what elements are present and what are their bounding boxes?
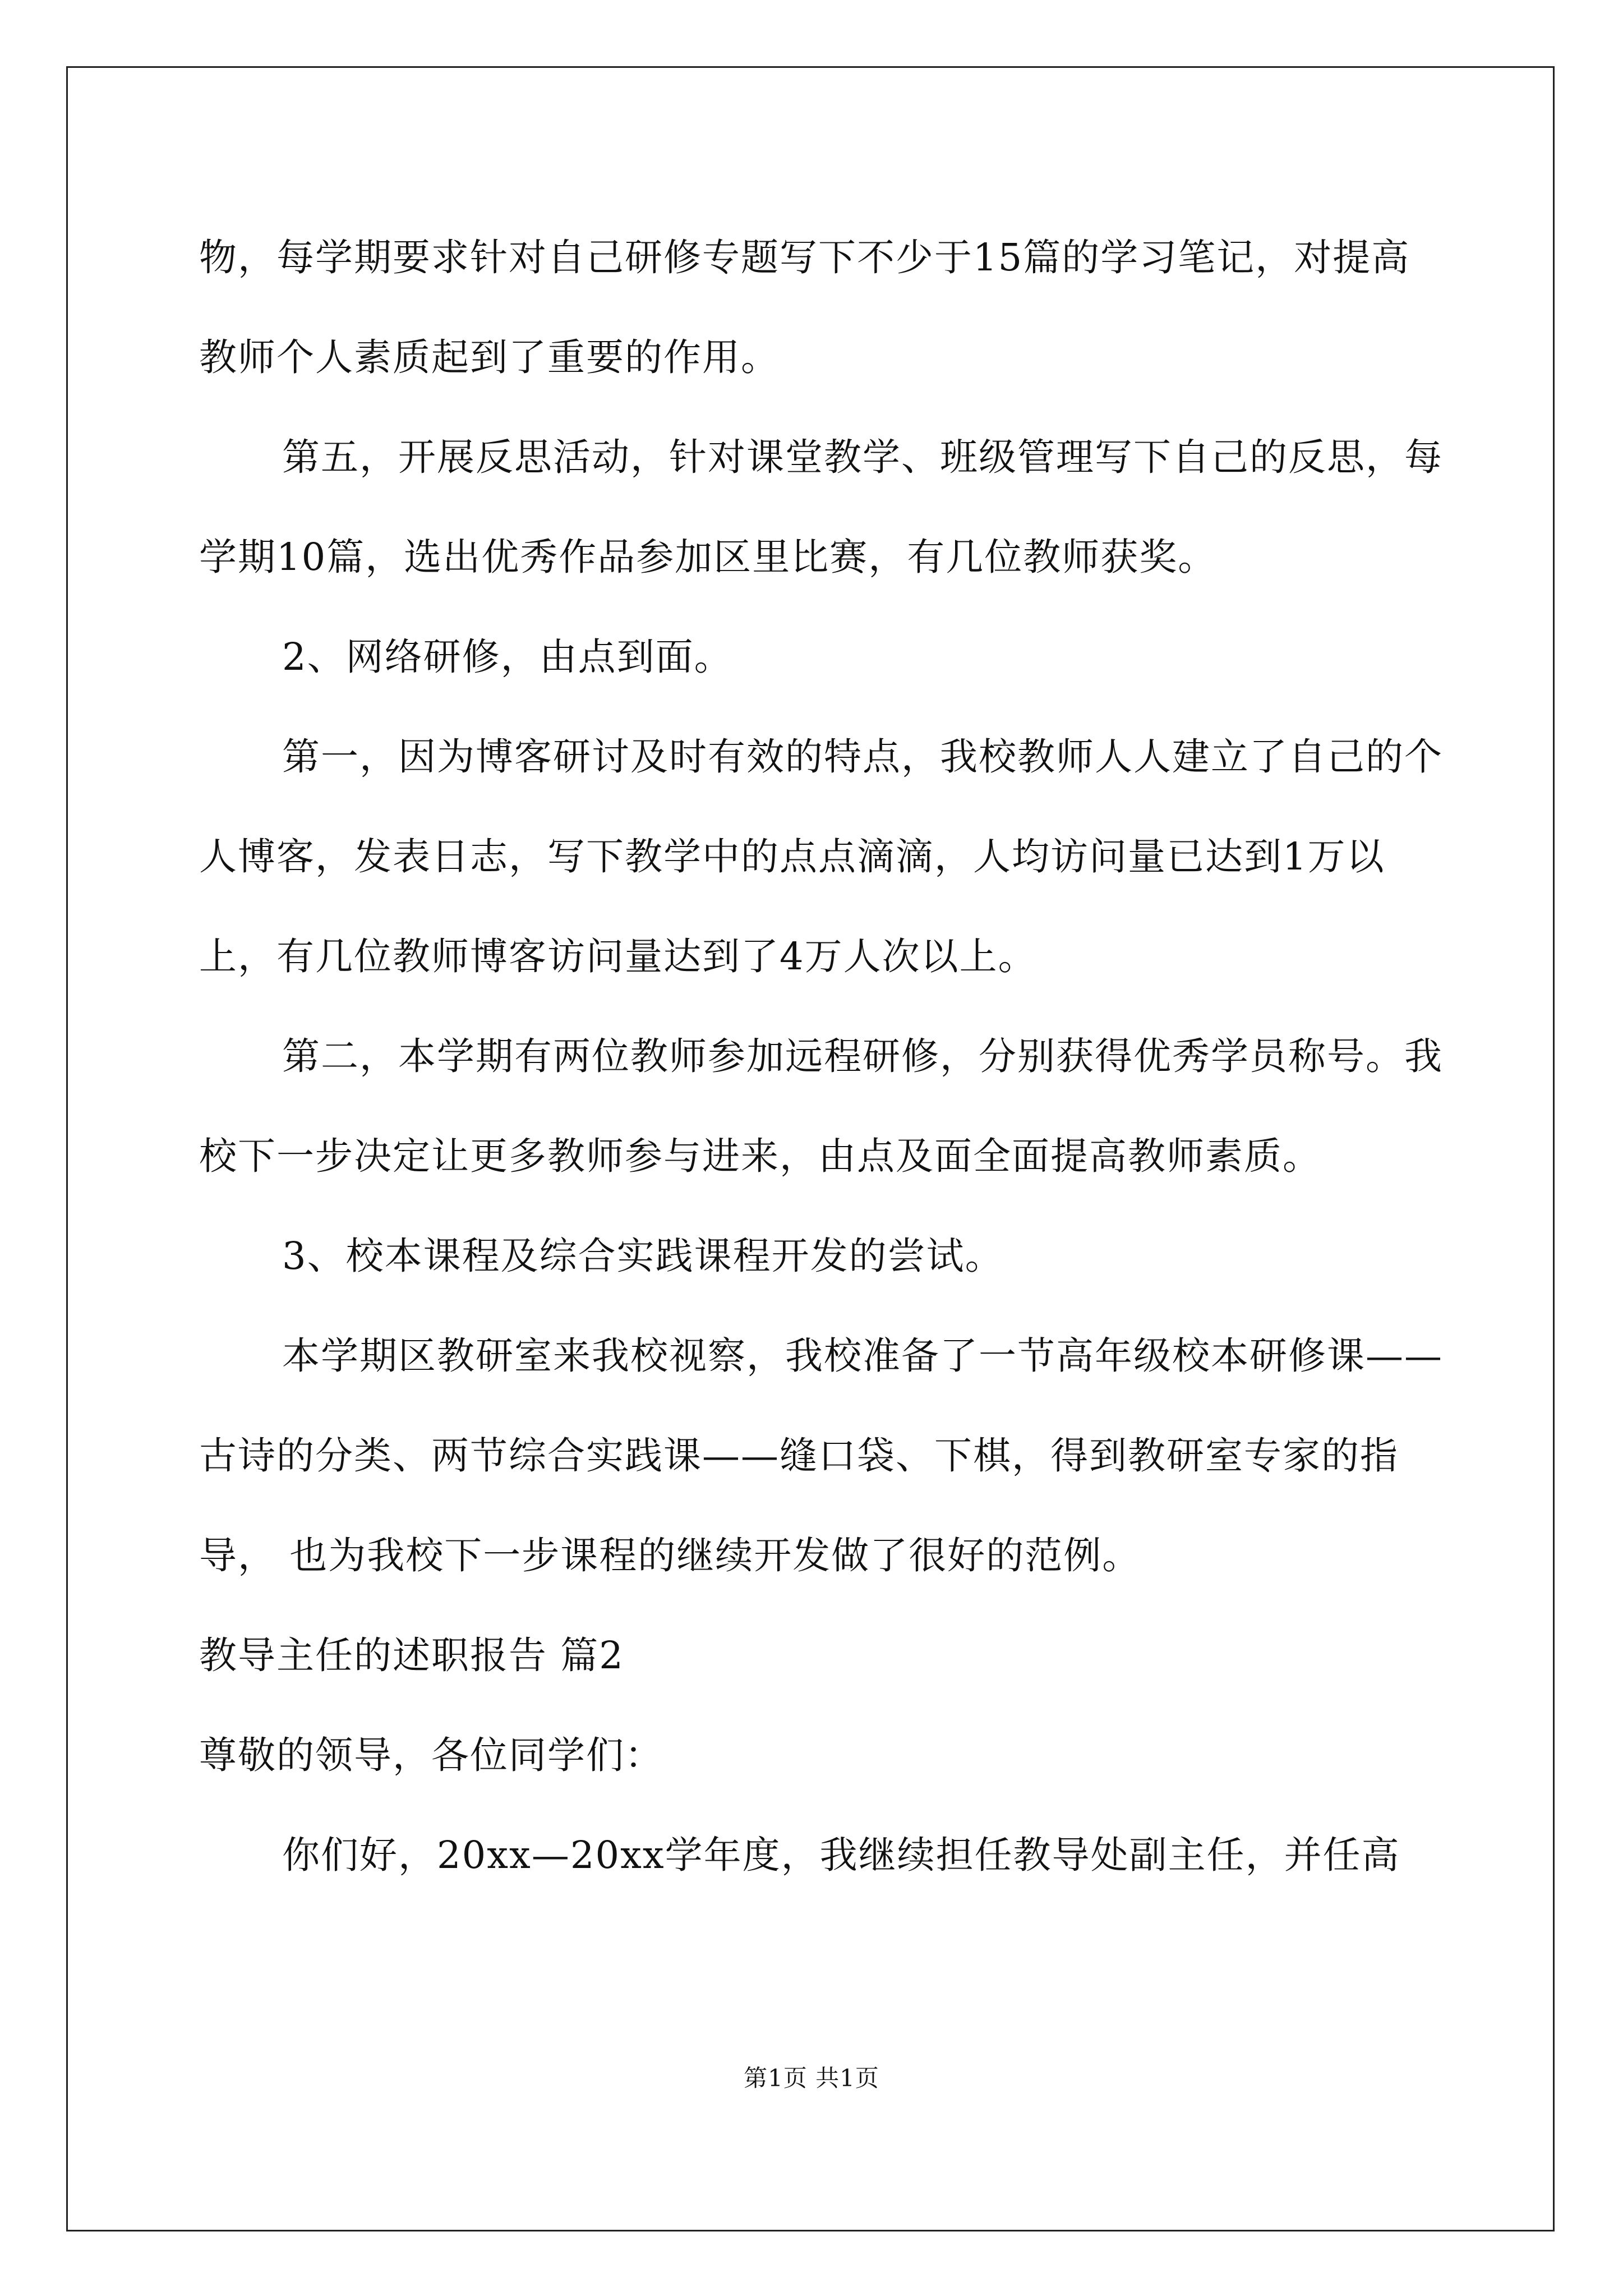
paragraph-4: 第一，因为博客研讨及时有效的特点，我校教师人人建立了自己的个人博客，发表日志，写下教学中的点点滴滴，人均访问量已达到1万以上，有几位教师博客访问量达到了4万人次以上。 — [199, 735, 1443, 978]
paragraph-5: 第二，本学期有两位教师参加远程研修，分别获得优秀学员称号。我校下一步决定让更多教师参与进来，由点及面全面提高教师素质。 — [199, 1034, 1443, 1178]
paragraph-1: 物，每学期要求针对自己研修专题写下不少于15篇的学习笔记，对提高教师个人素质起到了重要的作用。 — [199, 236, 1410, 379]
greeting: 尊敬的领导，各位同学们： — [199, 1733, 663, 1777]
paragraph-3: 2、网络研修，由点到面。 — [282, 635, 733, 679]
document-body — [199, 208, 1444, 1905]
paragraph-2: 第五，开展反思活动，针对课堂教学、班级管理写下自己的反思，每学期10篇，选出优秀作品参加区里比赛，有几位教师获奖。 — [199, 435, 1443, 579]
section-heading: 教导主任的述职报告 篇2 — [199, 1634, 624, 1677]
paragraph-8: 你们好，20xx—20xx学年度，我继续担任教导处副主任，并任高 — [282, 1833, 1400, 1877]
paragraph-7: 本学期区教研室来我校视察，我校准备了一节高年级校本研修课——古诗的分类、两节综合实践课——缝口袋、下棋，得到教研室专家的指导， 也为我校下一步课程的继续开发做了很好的范例。 — [199, 1334, 1443, 1577]
page-footer: 第1页 共1页 — [744, 2064, 879, 2092]
paragraph-6: 3、校本课程及综合实践课程开发的尝试。 — [282, 1234, 1004, 1278]
